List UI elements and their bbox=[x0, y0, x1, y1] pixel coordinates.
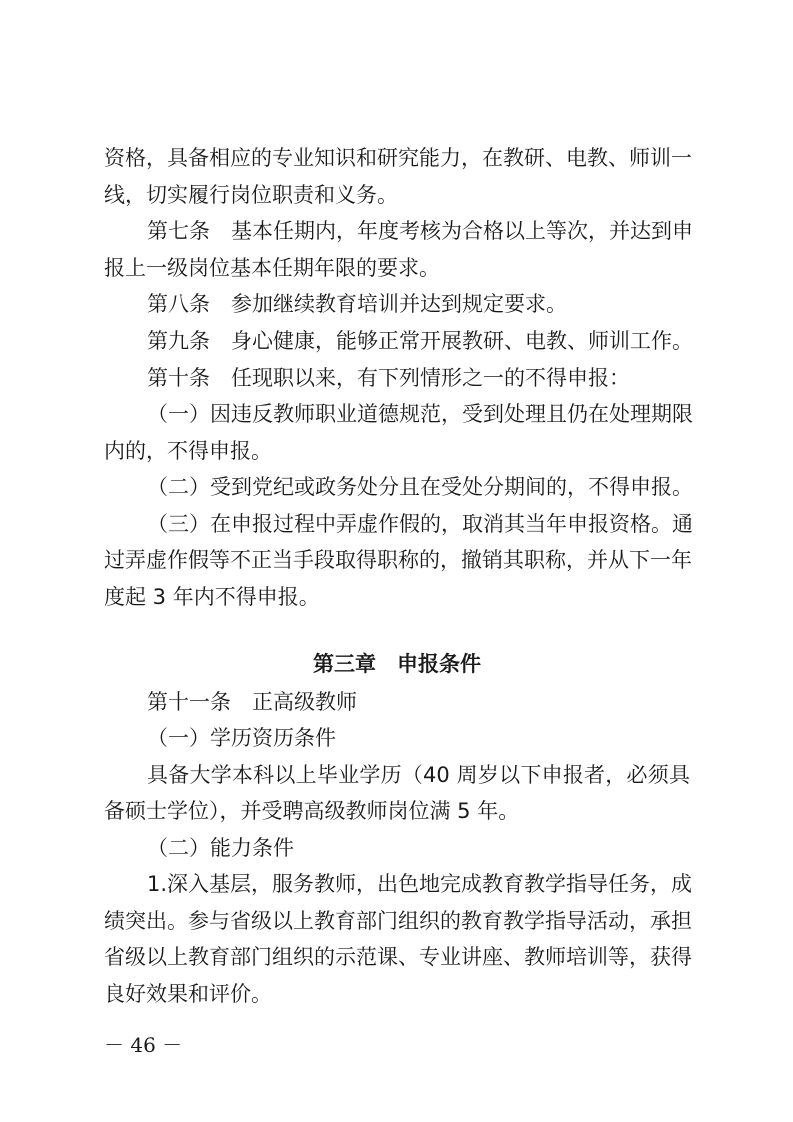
page-number: － 46 － bbox=[104, 1033, 183, 1057]
body-text-line: 备硕士学位），并受聘高级教师岗位满 5 年。 bbox=[104, 799, 520, 823]
body-text-line: 具备大学本科以上毕业学历（40 周岁以下申报者，必须具 bbox=[147, 763, 690, 787]
article-8-text: 第八条 参加继续教育培训并达到规定要求。 bbox=[147, 292, 567, 316]
item-2-text: （二）受到党纪或政务处分且在受处分期间的，不得申报。 bbox=[147, 475, 693, 499]
article-9-text: 第九条 身心健康，能够正常开展教研、电教、师训工作。 bbox=[147, 329, 693, 353]
item-1-text: （一）因违反教师职业道德规范，受到处理且仍在处理期限 bbox=[147, 402, 693, 426]
chapter-title: 第三章 申报条件 bbox=[313, 652, 481, 676]
body-text-line: 资格，具备相应的专业知识和研究能力，在教研、电教、师训一 bbox=[104, 146, 692, 170]
body-text-line: 度起 3 年内不得申报。 bbox=[104, 585, 320, 609]
body-text-line: 良好效果和评价。 bbox=[104, 982, 272, 1006]
body-text-line: 绩突出。参与省级以上教育部门组织的教育教学指导活动，承担 bbox=[104, 909, 692, 933]
body-text-line: 内的，不得申报。 bbox=[104, 439, 272, 463]
article-7-text: 第七条 基本任期内，年度考核为合格以上等次，并达到申 bbox=[147, 219, 693, 243]
body-text-line: 1.深入基层，服务教师，出色地完成教育教学指导任务，成 bbox=[147, 872, 693, 896]
body-text-line: 省级以上教育部门组织的示范课、专业讲座、教师培训等，获得 bbox=[104, 945, 692, 969]
item-3-text: （三）在申报过程中弄虚作假的，取消其当年申报资格。通 bbox=[147, 512, 693, 536]
section-heading: （一）学历资历条件 bbox=[147, 726, 336, 750]
body-text-line: 过弄虚作假等不正当手段取得职称的，撤销其职称，并从下一年 bbox=[104, 548, 692, 572]
article-11-text: 第十一条 正高级教师 bbox=[147, 690, 357, 714]
section-heading: （二）能力条件 bbox=[147, 836, 294, 860]
body-text-line: 报上一级岗位基本任期年限的要求。 bbox=[104, 256, 440, 280]
body-text-line: 线，切实履行岗位职责和义务。 bbox=[104, 183, 398, 207]
article-10-text: 第十条 任现职以来，有下列情形之一的不得申报： bbox=[147, 366, 630, 390]
